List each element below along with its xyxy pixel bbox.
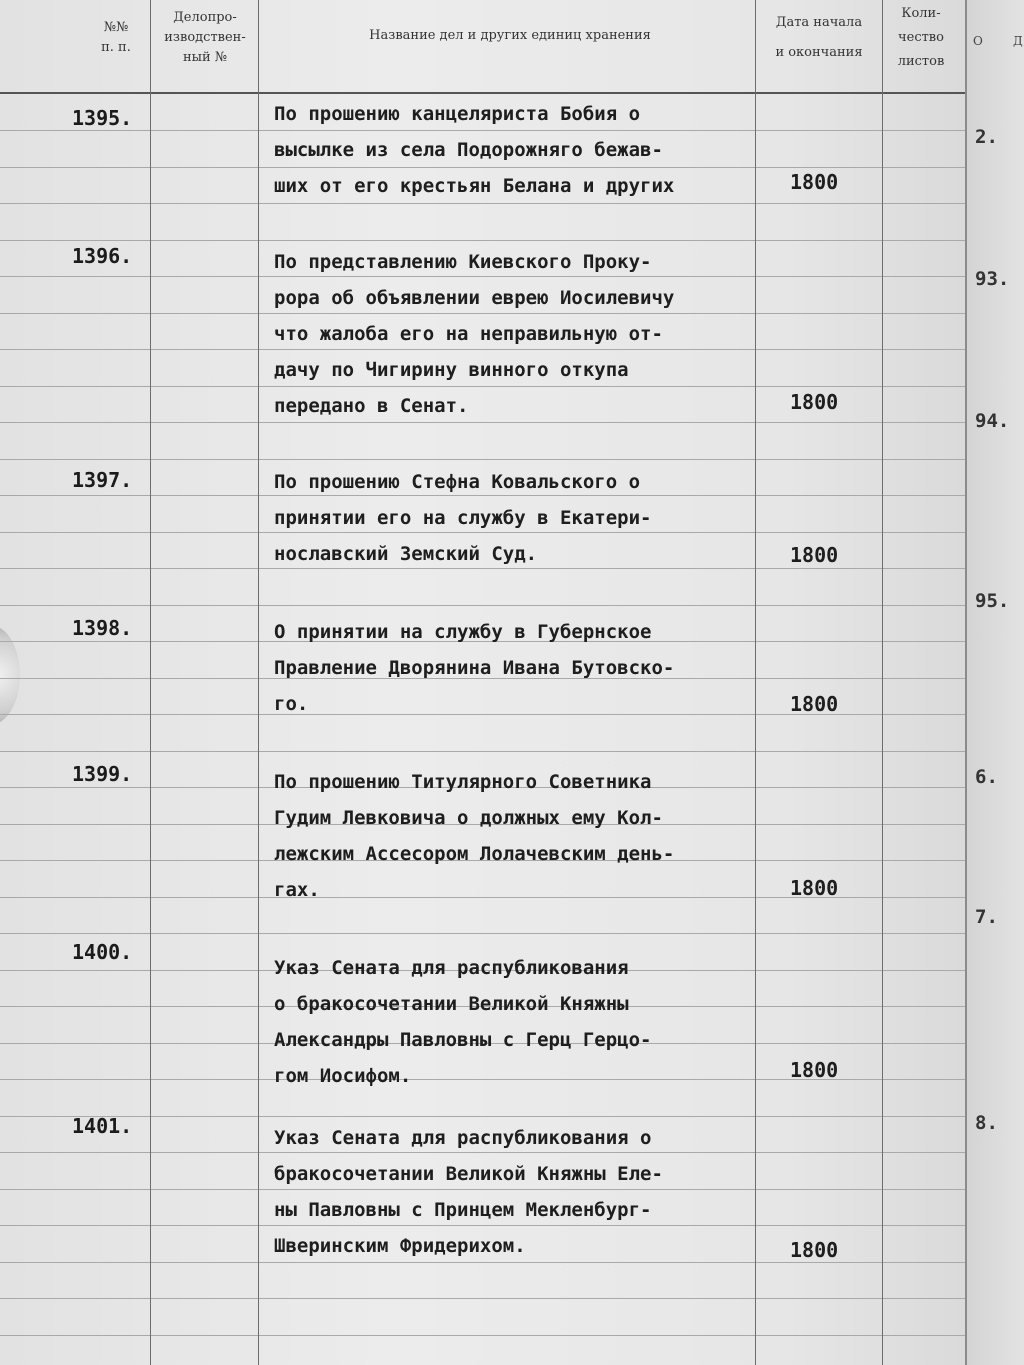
column-divider bbox=[882, 0, 883, 1365]
entry-title: О принятии на службу в Губернское Правление Дворянина Ивана Бутовско- го. bbox=[274, 621, 675, 715]
header-number: №№ п. п. bbox=[101, 20, 131, 55]
entry-year: 1800 bbox=[790, 170, 839, 194]
next-page-edge bbox=[965, 0, 1024, 1365]
ruled-line bbox=[0, 459, 980, 460]
ruled-line bbox=[0, 605, 980, 606]
header-case-number: Делопро- изводствен- ный № bbox=[164, 10, 246, 65]
binder-hole bbox=[0, 625, 20, 725]
entry-title: Указ Сената для распубликования о бракосочетании Великой Княжны Еле- ны Павловны с Принцем Мекленбург- Шверинским Фридерихом. bbox=[274, 1127, 663, 1257]
entry-number: 1398. bbox=[72, 616, 133, 640]
entry-number: 1399. bbox=[72, 762, 133, 786]
ruled-line bbox=[0, 1335, 980, 1336]
entry-year: 1800 bbox=[790, 876, 839, 900]
next-page-mark: 95. bbox=[975, 590, 1010, 612]
ruled-line bbox=[0, 1116, 980, 1117]
entry-title: По прошению канцеляриста Бобия о высылке из села Подорожняго бежав- ших от его крестьян Белана и других bbox=[274, 103, 675, 197]
column-divider bbox=[150, 0, 151, 1365]
entry-year: 1800 bbox=[790, 1238, 839, 1262]
next-page-header: О bbox=[973, 34, 983, 48]
entry-title: По прошению Стефна Ковальского о принятии его на службу в Екатери- нославский Земский Суд. bbox=[274, 471, 652, 565]
ruled-line bbox=[0, 751, 980, 752]
header-title: Название дел и других единиц хранения bbox=[369, 28, 651, 43]
header-dates: Дата начала и окончания bbox=[775, 15, 863, 60]
entry-number: 1397. bbox=[72, 468, 133, 492]
entry-title: По прошению Титулярного Советника Гудим Левковича о должных ему Кол- лежским Ассесором Лолачевским день- гах. bbox=[274, 771, 675, 901]
next-page-mark: 94. bbox=[975, 410, 1010, 432]
next-page-mark: 6. bbox=[975, 766, 998, 788]
entry-year: 1800 bbox=[790, 543, 839, 567]
entry-title: По представлению Киевского Проку- рора об объявлении еврею Иосилевичу что жалоба его на неправильную от- дачу по Чигирину винного откупа передано в Сенат. bbox=[274, 251, 675, 417]
entry-year: 1800 bbox=[790, 390, 839, 414]
entry-number: 1396. bbox=[72, 244, 133, 268]
next-page-header: Д bbox=[1013, 34, 1023, 48]
entry-number: 1401. bbox=[72, 1114, 133, 1138]
column-divider bbox=[258, 0, 259, 1365]
entry-number: 1395. bbox=[72, 106, 133, 130]
next-page-mark: 2. bbox=[975, 126, 998, 148]
next-page-mark: 93. bbox=[975, 268, 1010, 290]
entry-number: 1400. bbox=[72, 940, 133, 964]
next-page-mark: 8. bbox=[975, 1112, 998, 1134]
next-page-mark: 7. bbox=[975, 906, 998, 928]
entry-title: Указ Сената для распубликования о бракосочетании Великой Княжны Александры Павловны с Герц Герцо- гом Иосифом. bbox=[274, 957, 652, 1087]
entry-year: 1800 bbox=[790, 692, 839, 716]
header-sheets: Коли- чество листов bbox=[897, 6, 945, 69]
header-rule bbox=[0, 92, 980, 94]
ruled-line bbox=[0, 1298, 980, 1299]
ruled-line bbox=[0, 240, 980, 241]
entry-year: 1800 bbox=[790, 1058, 839, 1082]
ruled-line bbox=[0, 933, 980, 934]
